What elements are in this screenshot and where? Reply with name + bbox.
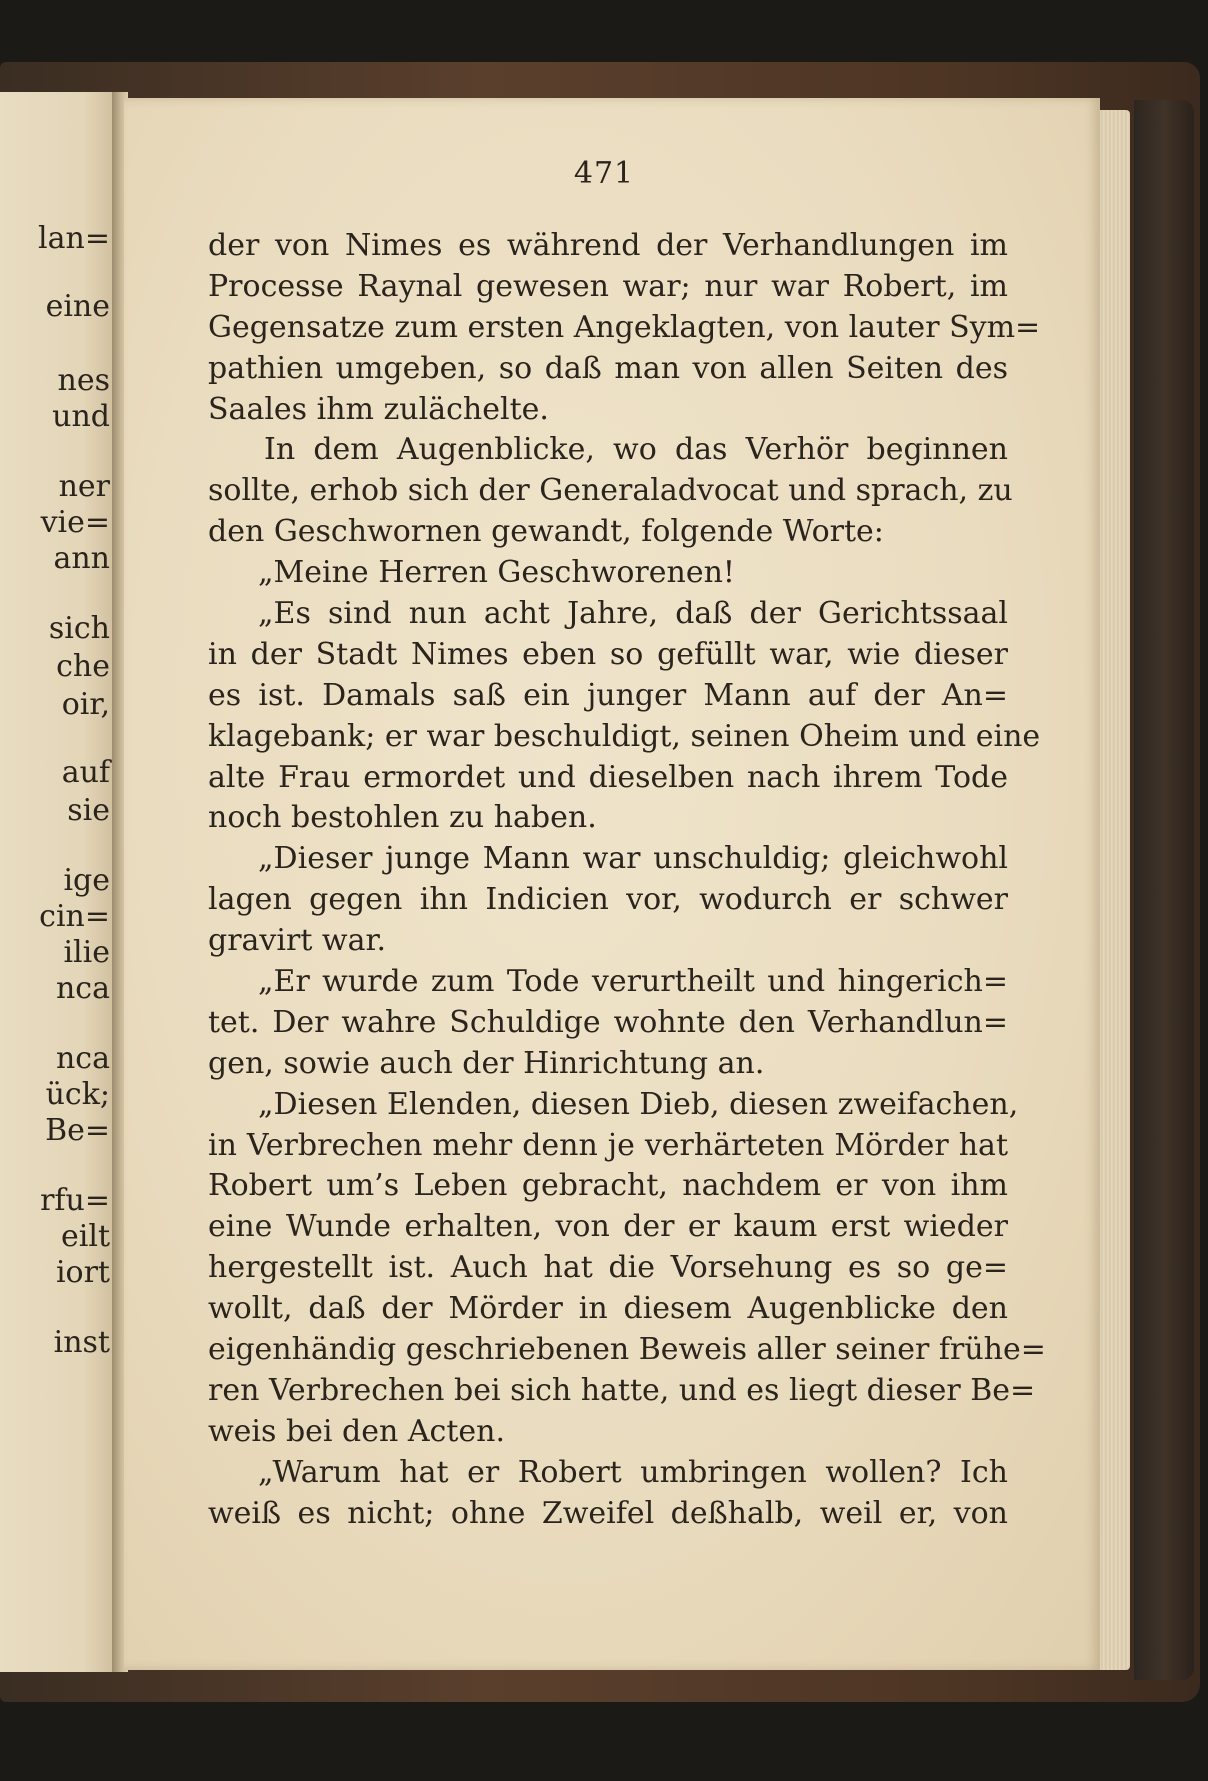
- left-page-fragment: iort: [55, 1255, 110, 1290]
- text-line: „Warum hat er Robert umbringen wollen? Ich: [258, 1454, 1008, 1490]
- left-page-fragment: nca: [55, 1041, 110, 1076]
- text-line: klagebank; er war beschuldigt, seinen Oheim und eine: [208, 718, 1041, 754]
- left-page-fragment: nca: [55, 971, 110, 1006]
- text-line: der von Nimes es während der Verhandlungen im: [208, 228, 1008, 263]
- left-page-fragment: und: [52, 399, 110, 434]
- text-line: „Er wurde zum Tode verurtheilt und hingerich=: [258, 964, 1008, 1000]
- text-line: pathien umgeben, so daß man von allen Seiten des: [208, 350, 1008, 386]
- left-page-fragment: che: [56, 649, 110, 684]
- left-page-fragment: ige: [63, 863, 110, 898]
- text-line: eigenhändig geschriebenen Beweis aller seiner frühe=: [208, 1332, 1046, 1368]
- text-line: gen, sowie auch der Hinrichtung an.: [208, 1045, 765, 1081]
- left-page-fragment: rfu=: [40, 1183, 110, 1218]
- left-page-fragment: nes: [57, 363, 110, 398]
- cover-spine-edge: [1134, 100, 1194, 1680]
- left-page-fragment: Be=: [45, 1113, 110, 1148]
- left-page-fragment: eilt: [61, 1219, 110, 1254]
- text-line: In dem Augenblicke, wo das Verhör beginnen: [264, 432, 1008, 468]
- text-line: eine Wunde erhalten, von der er kaum erst wieder: [208, 1209, 1008, 1245]
- left-page-fragment: cin=: [39, 899, 110, 934]
- left-page-fragment: lan=: [38, 221, 110, 256]
- page-number: 471: [573, 156, 635, 191]
- text-line: Gegensatze zum ersten Angeklagten, von lauter Sym=: [208, 309, 1041, 345]
- page-stack-edge: [1096, 110, 1130, 1670]
- text-line: „Es sind nun acht Jahre, daß der Gerichtssaal: [258, 596, 1008, 632]
- text-line: „Dieser junge Mann war unschuldig; gleichwohl: [258, 841, 1008, 877]
- text-line: weis bei den Acten.: [208, 1413, 505, 1449]
- right-page: [124, 98, 1100, 1670]
- left-page-fragment: sich: [48, 611, 110, 646]
- text-line: Saales ihm zulächelte.: [208, 391, 549, 427]
- left-page-fragment: oir,: [61, 687, 110, 722]
- left-page-fragment: ück;: [45, 1077, 110, 1112]
- text-line: „Diesen Elenden, diesen Dieb, diesen zweifachen,: [258, 1086, 1019, 1122]
- text-line: lagen gegen ihn Indicien vor, wodurch er schwer: [208, 882, 1008, 918]
- text-line: den Geschwornen gewandt, folgende Worte:: [208, 514, 884, 550]
- text-line: tet. Der wahre Schuldige wohnte den Verhandlun=: [208, 1004, 1008, 1040]
- text-line: in der Stadt Nimes eben so gefüllt war, wie dieser: [208, 636, 1008, 672]
- text-line: in Verbrechen mehr denn je verhärteten Mörder hat: [208, 1127, 1008, 1163]
- text-line: sollte, erhob sich der Generaladvocat und sprach, zu: [208, 473, 1013, 509]
- page-text: [208, 226, 1046, 1535]
- left-page-fragment: ann: [53, 541, 110, 576]
- text-line: alte Frau ermordet und dieselben nach ihrem Tode: [208, 759, 1008, 795]
- text-line: gravirt war.: [208, 923, 387, 959]
- text-line: weiß es nicht; ohne Zweifel deßhalb, weil er, von: [208, 1495, 1008, 1531]
- text-line: Robert um’s Leben gebracht, nachdem er von ihm: [208, 1168, 1008, 1204]
- text-line: Processe Raynal gewesen war; nur war Robert, im: [208, 268, 1008, 304]
- left-page-fragment: ilie: [63, 935, 110, 970]
- left-page-fragment: auf: [61, 755, 110, 790]
- left-page-fragment: sie: [67, 793, 110, 828]
- left-page-fragment: ner: [58, 469, 110, 504]
- text-line: ren Verbrechen bei sich hatte, und es liegt dieser Be=: [208, 1372, 1036, 1408]
- text-line: „Meine Herren Geschworenen!: [258, 555, 735, 591]
- text-line: es ist. Damals saß ein junger Mann auf der An=: [208, 677, 1008, 713]
- left-page: [0, 92, 118, 1672]
- text-line: hergestellt ist. Auch hat die Vorsehung es so ge=: [208, 1250, 1008, 1286]
- text-line: noch bestohlen zu haben.: [208, 800, 597, 836]
- left-page-fragment: inst: [53, 1325, 110, 1360]
- text-line: wollt, daß der Mörder in diesem Augenblicke den: [208, 1291, 1008, 1327]
- left-page-fragment: vie=: [40, 505, 110, 540]
- left-page-fragment: eine: [45, 289, 110, 324]
